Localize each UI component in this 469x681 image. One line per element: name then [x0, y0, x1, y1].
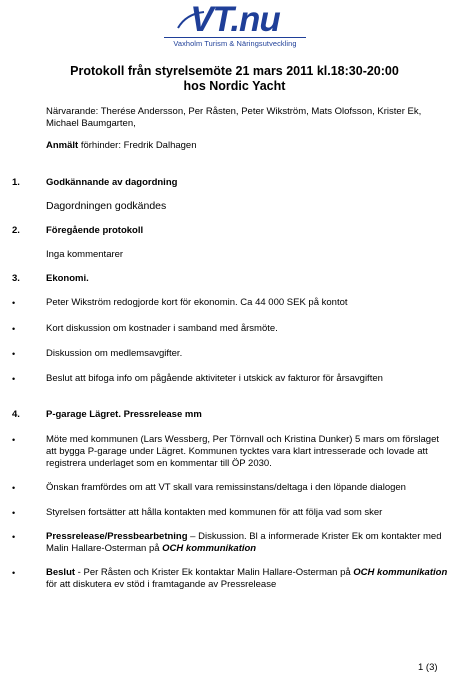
section-1-heading: Godkännande av dagordning	[46, 177, 178, 188]
bullet-icon: •	[12, 435, 16, 445]
bullet-icon: •	[12, 374, 16, 384]
item-bold-lead: Pressrelease/Pressbearbetning	[46, 531, 188, 542]
item-text: – Diskussion. Bl a informerade Krister Ek om kontakter med Malin Hallare-Osterman på	[46, 531, 442, 554]
section-3-number: 3.	[12, 273, 20, 284]
section-3-item: Beslut att bifoga info om pågående aktiviteter i utskick av fakturor för årsavgiften	[46, 373, 383, 384]
absent-text: förhinder: Fredrik Dalhagen	[78, 140, 197, 151]
section-1-text: Dagordningen godkändes	[46, 200, 167, 212]
section-4-item: Möte med kommunen (Lars Wessberg, Per Törnvall och Kristina Dunker) 5 mars om förslaget att bygga P-garage under Lägret. Kommunen tycktes vara klart intresserade och lovade att registrera underlaget som en kommentar till ÖP 2030.	[46, 434, 439, 469]
absent-line	[46, 140, 448, 152]
section-4-number: 4.	[12, 409, 20, 420]
section-2-text: Inga kommentarer	[46, 249, 124, 260]
bullet-icon: •	[12, 298, 16, 308]
document-title: Protokoll från styrelsemöte 21 mars 2011 kl.18:30-20:00	[70, 64, 399, 78]
section-4-heading: P-garage Lägret. Pressrelease mm	[46, 409, 202, 420]
document-subtitle: hos Nordic Yacht	[183, 79, 286, 93]
section-4-item	[46, 531, 448, 555]
logo-swoosh-icon	[176, 10, 206, 30]
section-2-number: 2.	[12, 225, 20, 236]
section-3-heading: Ekonomi.	[46, 273, 89, 284]
bullet-icon: •	[12, 568, 16, 578]
section-3-item: Diskussion om medlemsavgifter.	[46, 348, 183, 359]
bullet-icon: •	[12, 483, 16, 493]
bullet-icon: •	[12, 349, 16, 359]
item-company: OCH kommunikation	[162, 543, 257, 554]
logo-text: VT.nu	[190, 0, 280, 39]
section-4-item: Önskan framfördes om att VT skall vara remissinstans/deltaga i den löpande dialogen	[46, 482, 406, 493]
bullet-icon: •	[12, 324, 16, 334]
section-3-item: Kort diskussion om kostnader i samband med årsmöte.	[46, 323, 278, 334]
bullet-icon: •	[12, 532, 16, 542]
attendees: Närvarande: Therése Andersson, Per Råsten, Peter Wikström, Mats Olofsson, Krister Ek, Michael Baumgarten,	[46, 106, 422, 129]
item-company: OCH kommunikation	[353, 567, 448, 578]
section-4-item	[46, 567, 448, 591]
section-2-heading: Föregående protokoll	[46, 225, 144, 236]
logo-wordmark	[190, 0, 280, 39]
item-text: - Per Råsten och Krister Ek kontaktar Malin Hallare-Osterman på	[75, 567, 354, 578]
absent-label: Anmält	[46, 140, 79, 151]
page-number: 1 (3)	[418, 662, 438, 673]
section-4-item: Styrelsen fortsätter att hålla kontakten med kommunen för att följa vad som sker	[46, 507, 383, 518]
bullet-icon: •	[12, 508, 16, 518]
section-3-item: Peter Wikström redogjorde kort för ekonomin. Ca 44 000 SEK på kontot	[46, 297, 348, 308]
logo-tagline: Vaxholm Turism & Näringsutveckling	[173, 39, 297, 48]
vt-logo	[158, 0, 312, 48]
section-1-number: 1.	[12, 177, 20, 188]
item-bold-lead: Beslut	[46, 567, 76, 578]
item-text: för att diskutera ev stöd i framtagande av Pressrelease	[46, 579, 277, 590]
